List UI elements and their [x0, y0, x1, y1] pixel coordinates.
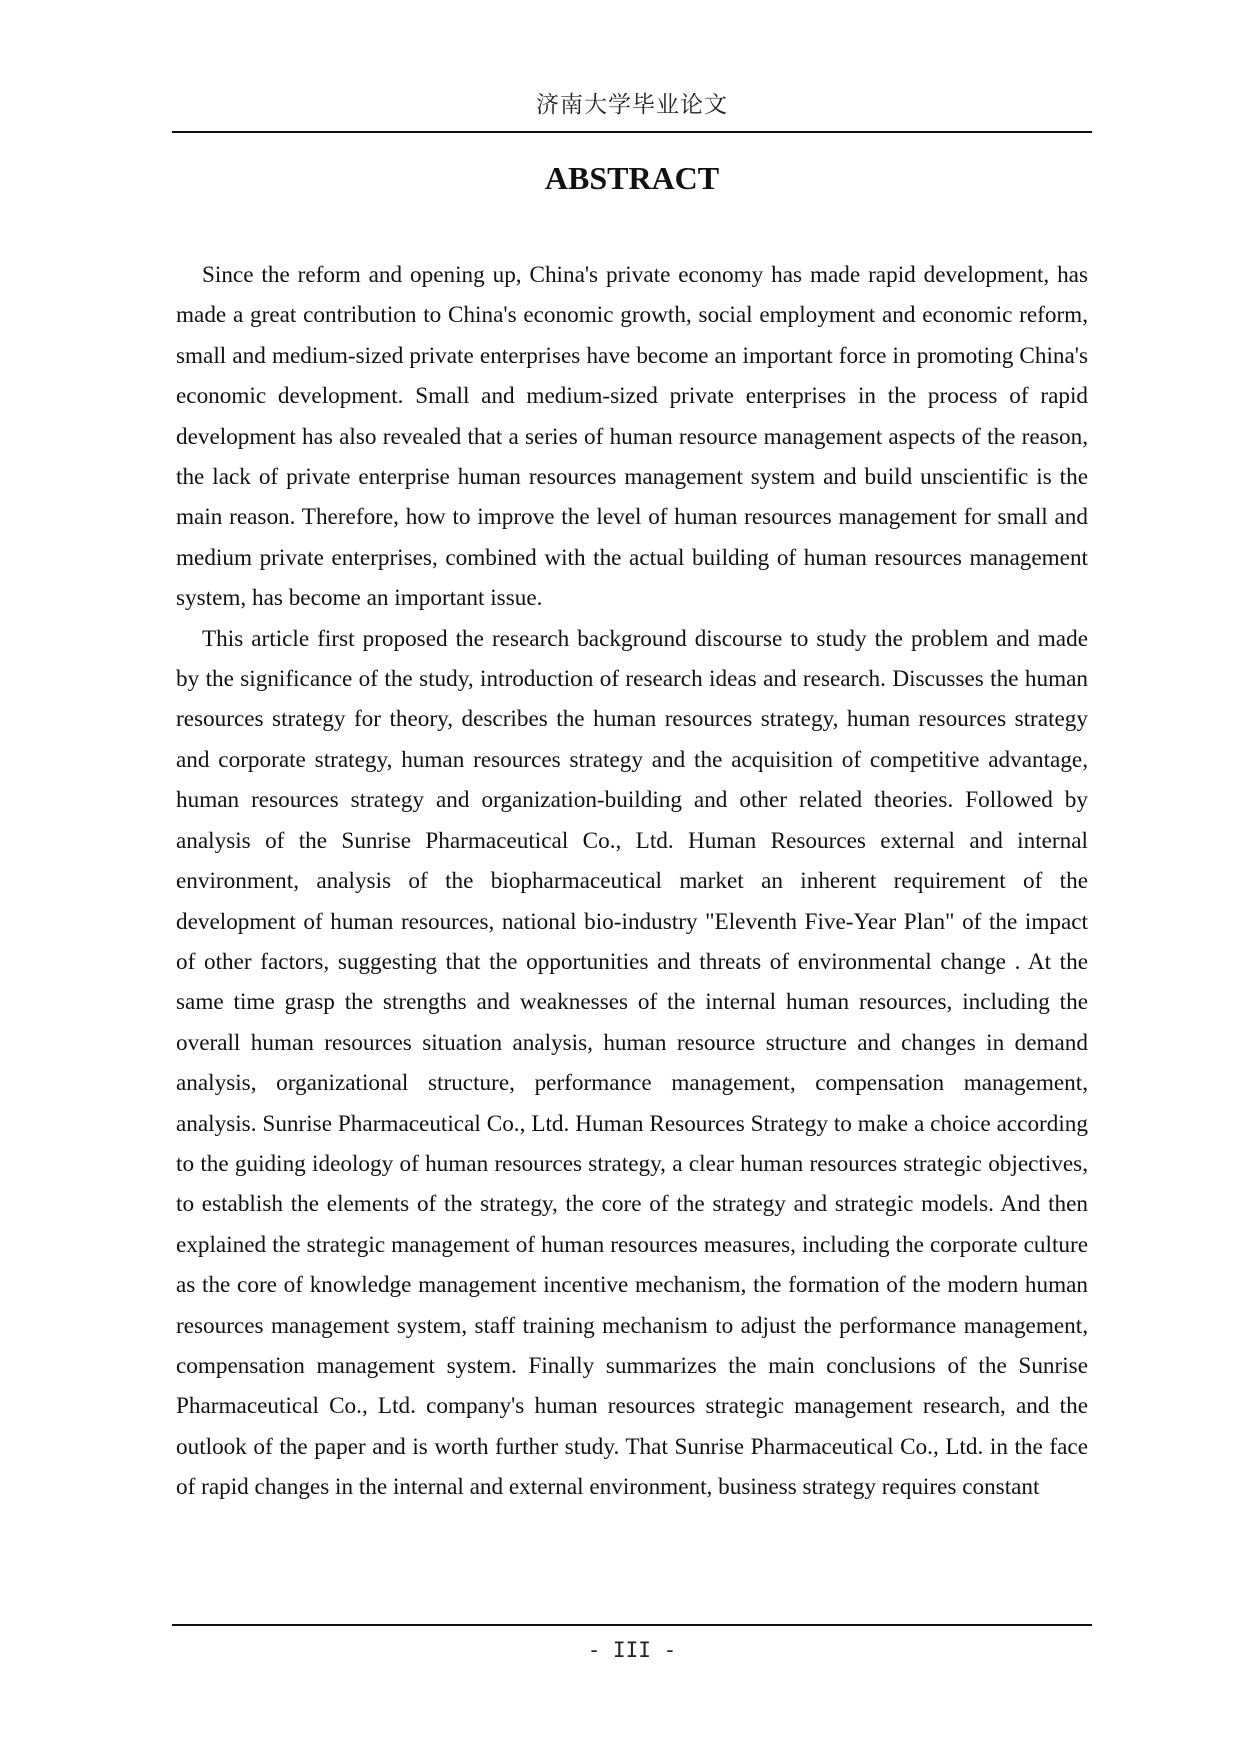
abstract-paragraph-2: This article first proposed the research background discourse to study the problem and made by the significance of the study, introduction of research ideas and research. Discusses the human resources strategy for theory, describes the human resources strategy, human resources strategy and corporate strategy, human resources strategy and the acquisition of competitive advantage, human resources strategy and organization-building and other related theories. Followed by analysis of the Sunrise Pharmaceutical Co., Ltd. Human Resources external and internal environment, analysis of the biopharmaceutical market an inherent requirement of the development of human resources, national bio-industry "Eleventh Five-Year Plan" of the impact of other factors, suggesting that the opportunities and threats of environmental change . At the same time grasp the strengths and weaknesses of the internal human resources, including the overall human resources situation analysis, human resource structure and changes in demand analysis, organizational structure, performance management, compensation management, analysis. Sunrise Pharmaceutical Co., Ltd. Human Resources Strategy to make a choice according to the guiding ideology of human resources strategy, a clear human resources strategic objectives, to establish the elements of the strategy, the core of the strategy and strategic models. And then explained the strategic management of human resources measures, including the corporate culture as the core of knowledge management incentive mechanism, the formation of the modern human resources management system, staff training mechanism to adjust the performance management, compensation management system. Finally summarizes the main conclusions of the Sunrise Pharmaceutical Co., Ltd. company's human resources strategic management research, and the outlook of the paper and is worth further study. That Sunrise Pharmaceutical Co., Ltd. in the face of rapid changes in the internal and external environment, business strategy requires constant: [176, 625, 1088, 1501]
abstract-body: [176, 255, 1088, 1508]
running-header: 济南大学毕业论文: [536, 92, 728, 117]
header-divider: [172, 131, 1092, 133]
footer-divider: [172, 1624, 1092, 1626]
page-number: - III -: [587, 1638, 677, 1662]
page-title: ABSTRACT: [544, 160, 720, 196]
abstract-paragraph-1: Since the reform and opening up, China's private economy has made rapid development, has made a great contribution to China's economic growth, social employment and economic reform, small and medium-sized private enterprises have become an important force in promoting China's economic development. Small and medium-sized private enterprises in the process of rapid development has also revealed that a series of human resource management aspects of the reason, the lack of private enterprise human resources management system and build unscientific is the main reason. Therefore, how to improve the level of human resources management for small and medium private enterprises, combined with the actual building of human resources management system, has become an important issue.: [176, 262, 1088, 612]
